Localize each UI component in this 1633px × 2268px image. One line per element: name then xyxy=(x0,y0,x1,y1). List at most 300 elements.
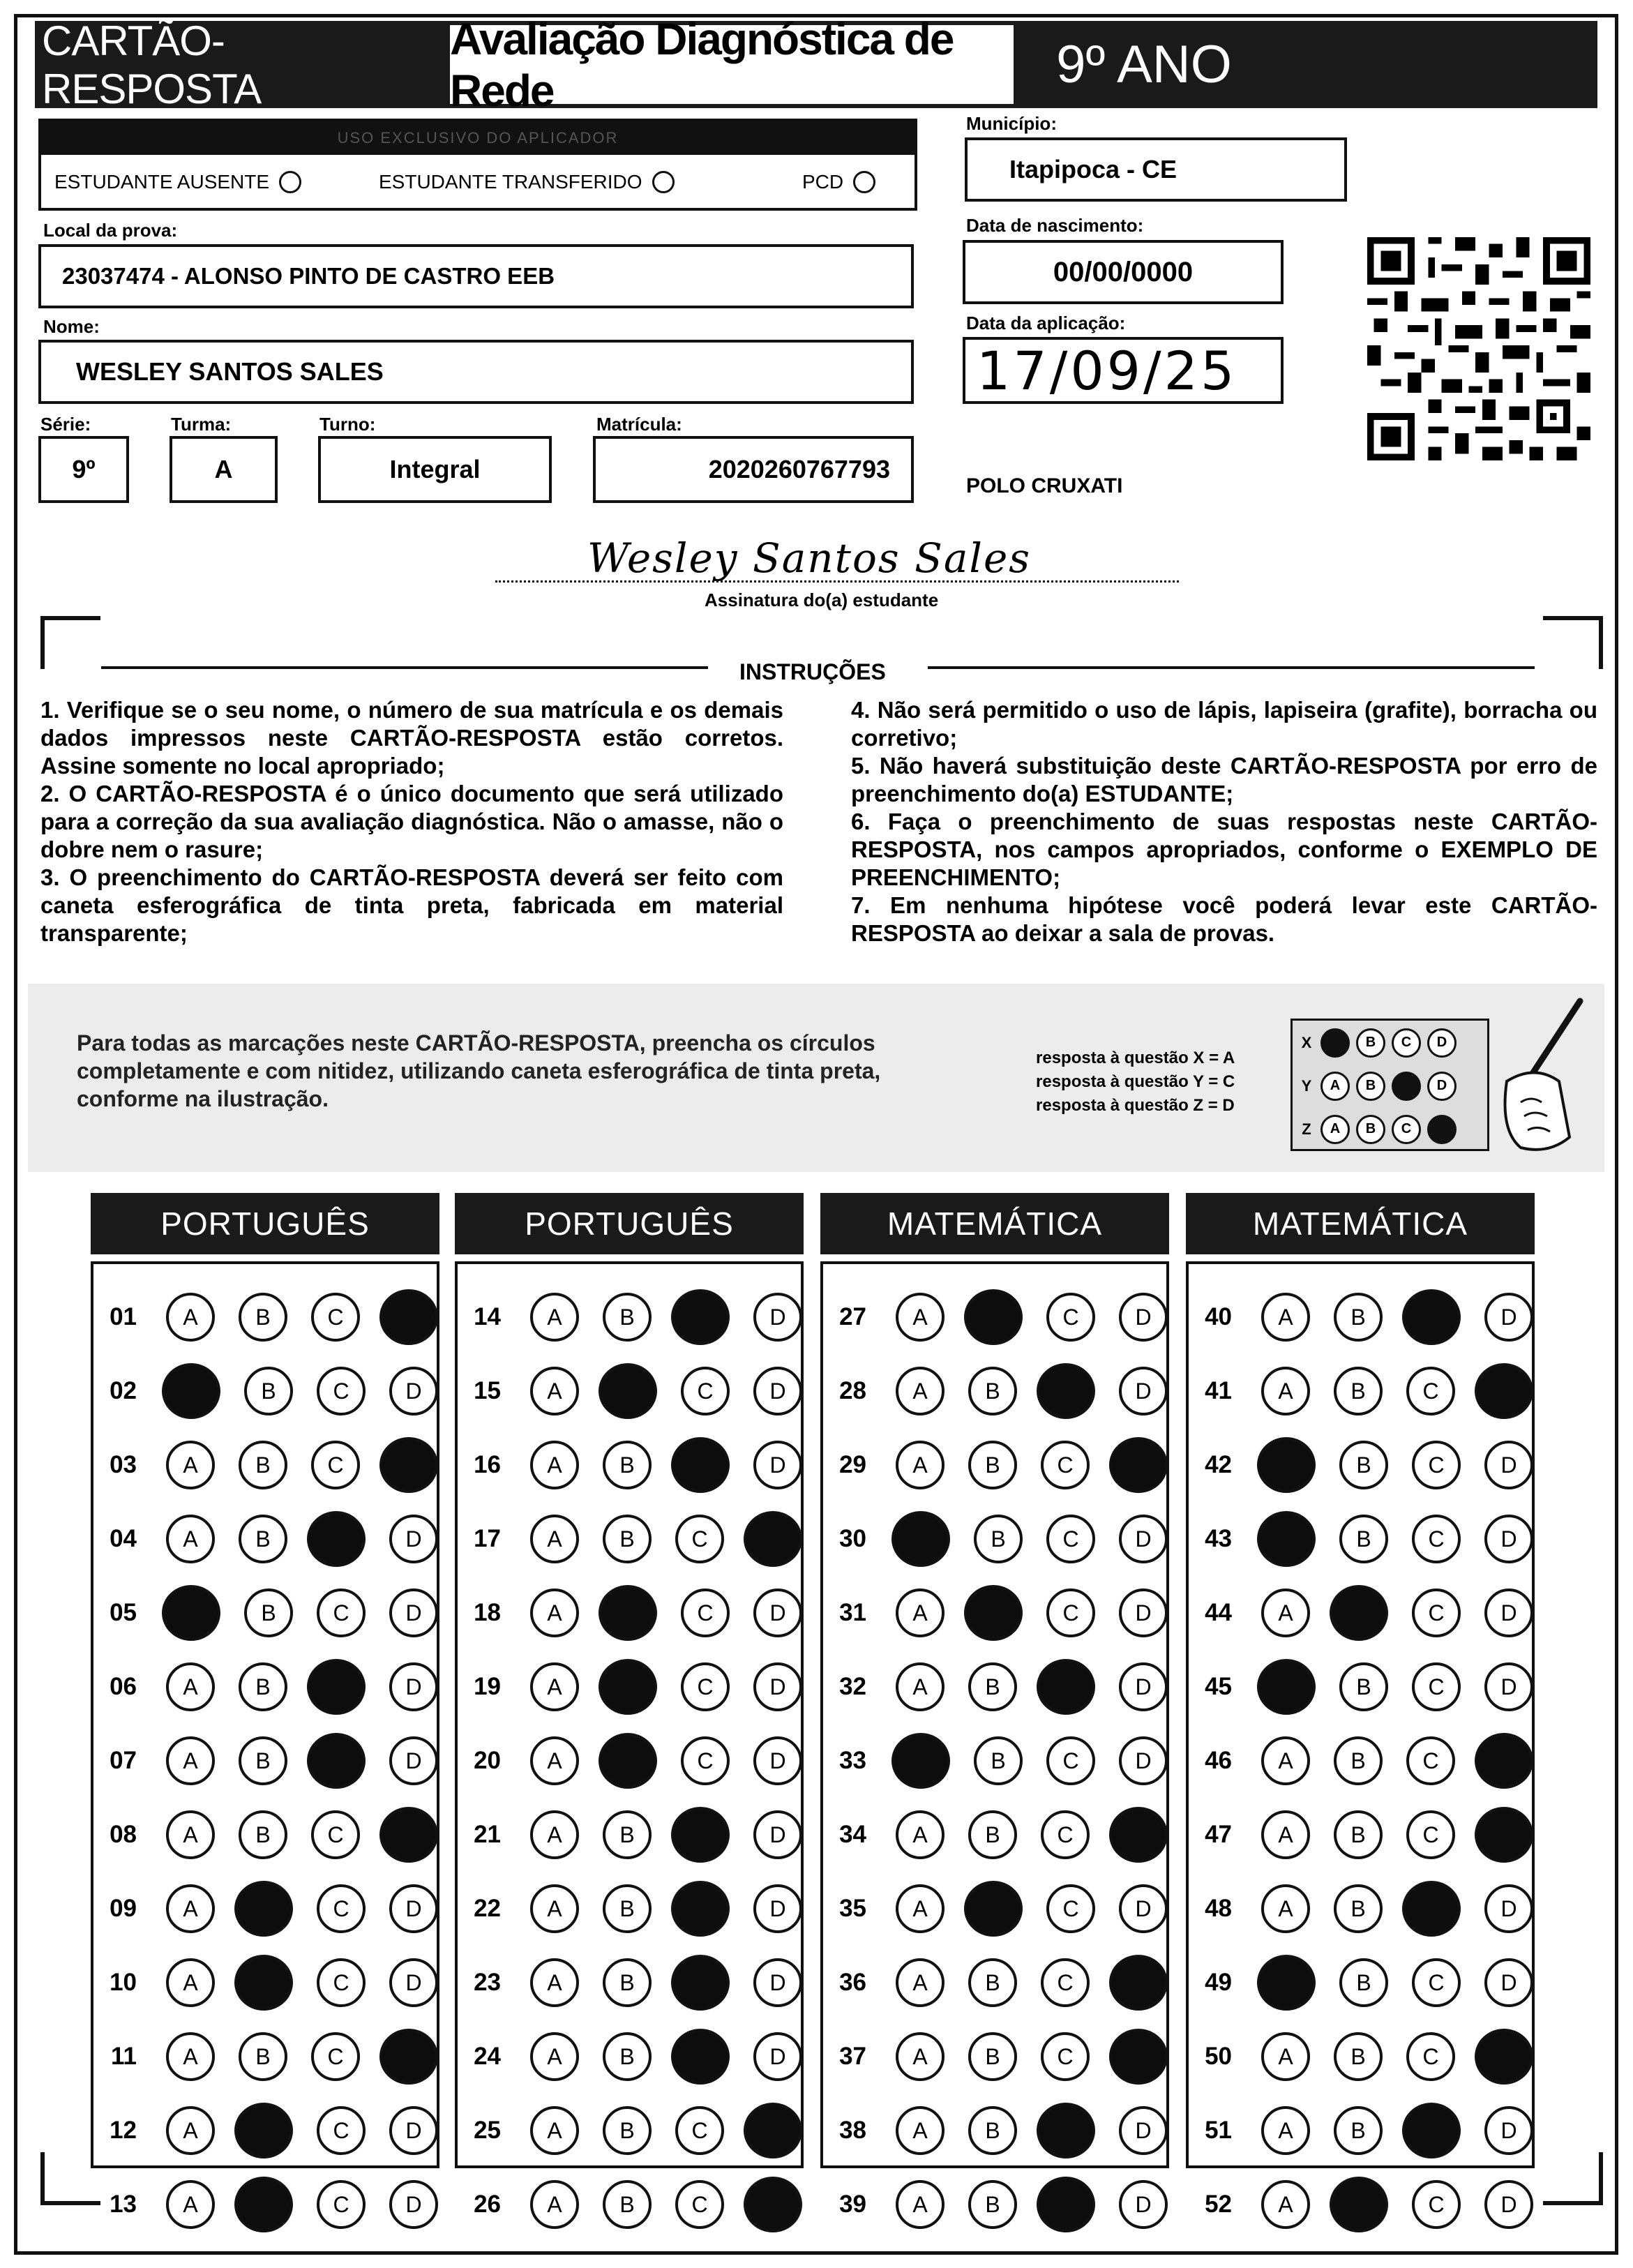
question-number: 23 xyxy=(474,1969,501,1996)
answer-bubble-b[interactable] xyxy=(599,1585,657,1641)
answer-bubble-b[interactable] xyxy=(964,1289,1023,1345)
instruction-6: 6. Faça o preenchimento de suas respostas neste CARTÃO-RESPOSTA, nos campos apropriados, conforme o EXEMPLO DE PREENCHIMENTO; xyxy=(851,809,1597,890)
question-row xyxy=(93,1285,438,1349)
answer-bubble-b[interactable] xyxy=(599,1733,657,1789)
question-number: 24 xyxy=(474,2043,501,2070)
question-number: 14 xyxy=(474,1303,501,1330)
answer-bubble-b[interactable] xyxy=(234,1955,293,2011)
answer-bubble-c[interactable] xyxy=(1402,1881,1461,1937)
answer-bubble-a[interactable]: A xyxy=(166,1736,215,1785)
instruction-4: 4. Não será permitido o uso de lápis, lapiseira (grafite), borracha ou corretivo; xyxy=(851,697,1597,751)
answer-bubble-d[interactable]: D xyxy=(753,1293,802,1342)
answer-bubble-d[interactable]: D xyxy=(753,1662,802,1711)
nome-label: Nome: xyxy=(43,316,100,337)
answer-bubble-b[interactable]: B xyxy=(968,1810,1017,1859)
answer-bubble-c[interactable]: C xyxy=(317,1958,366,2007)
question-row xyxy=(458,1581,802,1645)
question-number: 22 xyxy=(474,1895,501,1922)
answer-bubble-d[interactable]: D xyxy=(389,2180,438,2229)
answer-bubble-d[interactable]: D xyxy=(753,1589,802,1637)
transferred-option[interactable] xyxy=(379,171,675,193)
question-row xyxy=(823,1359,1168,1423)
answer-bubble-d[interactable]: D xyxy=(389,1736,438,1785)
answer-bubble-d[interactable]: D xyxy=(389,1515,438,1563)
example-bubble: C xyxy=(1392,1028,1421,1058)
answer-bubble-a[interactable]: A xyxy=(166,1293,215,1342)
answer-bubble-a[interactable]: A xyxy=(530,1293,579,1342)
question-row xyxy=(458,1877,802,1941)
answer-bubble-a[interactable]: A xyxy=(896,1810,945,1859)
instructions-rule-right xyxy=(928,666,1535,669)
answer-bubble-c[interactable] xyxy=(1037,1363,1095,1419)
answer-bubble-a[interactable]: A xyxy=(1261,2106,1310,2155)
answer-bubble-c[interactable]: C xyxy=(311,1293,360,1342)
answer-bubble-a[interactable]: A xyxy=(530,1810,579,1859)
answer-bubble-b[interactable] xyxy=(234,2177,293,2232)
question-number: 03 xyxy=(110,1451,137,1478)
answer-bubble-b[interactable]: B xyxy=(974,1515,1023,1563)
answer-bubble-c[interactable]: C xyxy=(311,1810,360,1859)
answer-bubble-a[interactable]: A xyxy=(530,1736,579,1785)
answer-bubble-d[interactable]: D xyxy=(1484,2106,1533,2155)
answer-bubble-c[interactable]: C xyxy=(675,2180,724,2229)
answer-bubble-c[interactable]: C xyxy=(1412,1662,1461,1711)
answer-bubble-c[interactable] xyxy=(671,2029,730,2085)
answer-bubble-b[interactable]: B xyxy=(603,1293,652,1342)
answer-bubble-d[interactable]: D xyxy=(1484,1293,1533,1342)
answer-bubble-d[interactable] xyxy=(1109,1807,1168,1863)
answer-bubble-a[interactable]: A xyxy=(896,1662,945,1711)
answer-bubble-c[interactable]: C xyxy=(1041,1958,1090,2007)
answer-bubble-b[interactable]: B xyxy=(603,2032,652,2081)
answer-bubble-c[interactable] xyxy=(671,1437,730,1493)
answer-bubble-b[interactable]: B xyxy=(239,1662,287,1711)
matricula-field: 2020260767793 xyxy=(593,436,914,503)
pen-hand-icon xyxy=(1493,998,1583,1158)
example-bubble: B xyxy=(1356,1115,1385,1144)
pcd-bubble[interactable] xyxy=(853,171,875,193)
answer-bubble-d[interactable]: D xyxy=(1484,1441,1533,1489)
question-row xyxy=(458,1507,802,1571)
answer-bubble-a[interactable]: A xyxy=(1261,1736,1310,1785)
answer-bubble-c[interactable] xyxy=(671,1881,730,1937)
answer-bubble-b[interactable]: B xyxy=(239,1293,287,1342)
answer-bubble-d[interactable]: D xyxy=(1119,1515,1168,1563)
answer-bubble-b[interactable]: B xyxy=(603,1884,652,1933)
answer-bubble-d[interactable]: D xyxy=(1119,1293,1168,1342)
question-number: 51 xyxy=(1205,2117,1232,2144)
answer-bubble-b[interactable]: B xyxy=(968,2032,1017,2081)
section-header: PORTUGUÊS xyxy=(455,1193,804,1254)
answer-bubble-b[interactable]: B xyxy=(1339,1441,1388,1489)
answer-bubble-d[interactable]: D xyxy=(1484,1662,1533,1711)
question-number: 52 xyxy=(1205,2191,1232,2218)
answer-bubble-a[interactable]: A xyxy=(530,1441,579,1489)
question-number: 47 xyxy=(1205,1821,1232,1848)
answer-bubble-d[interactable]: D xyxy=(1119,2180,1168,2229)
answer-bubble-c[interactable]: C xyxy=(1041,2032,1090,2081)
question-row xyxy=(458,2025,802,2089)
answer-bubble-c[interactable]: C xyxy=(681,1662,730,1711)
answer-bubble-a[interactable]: A xyxy=(896,1441,945,1489)
example-answers xyxy=(1036,1046,1235,1118)
answer-bubble-d[interactable] xyxy=(379,2029,438,2085)
answer-bubble-b[interactable]: B xyxy=(1334,1736,1383,1785)
corner-top-right xyxy=(1543,616,1603,669)
question-row xyxy=(1189,1433,1533,1497)
answer-bubble-a[interactable]: A xyxy=(166,1958,215,2007)
answer-bubble-d[interactable]: D xyxy=(753,1884,802,1933)
answer-bubble-c[interactable]: C xyxy=(1046,1293,1095,1342)
answer-bubble-a[interactable]: A xyxy=(1261,1367,1310,1415)
answer-bubble-a[interactable]: A xyxy=(530,1662,579,1711)
answer-bubble-c[interactable]: C xyxy=(1046,1589,1095,1637)
answer-bubble-c[interactable] xyxy=(1037,2103,1095,2158)
answer-bubble-d[interactable] xyxy=(1475,1733,1533,1789)
answer-bubble-c[interactable]: C xyxy=(1412,1958,1461,2007)
answer-bubble-a[interactable]: A xyxy=(1261,1884,1310,1933)
answer-bubble-b[interactable]: B xyxy=(603,1810,652,1859)
instructions-left xyxy=(40,696,783,947)
signature-label: Assinatura do(a) estudante xyxy=(705,589,939,610)
answer-bubble-b[interactable] xyxy=(234,2103,293,2158)
answer-bubble-a[interactable] xyxy=(891,1733,950,1789)
answer-bubble-d[interactable] xyxy=(744,2103,802,2158)
answer-bubble-c[interactable]: C xyxy=(1041,1810,1090,1859)
question-row xyxy=(1189,1729,1533,1793)
question-number: 36 xyxy=(839,1969,866,1996)
answer-bubble-d[interactable] xyxy=(379,1289,438,1345)
answer-bubble-b[interactable]: B xyxy=(239,1810,287,1859)
example-bubble xyxy=(1320,1028,1350,1058)
question-row xyxy=(823,2025,1168,2089)
question-number: 46 xyxy=(1205,1747,1232,1774)
turma-field: A xyxy=(170,436,278,503)
answer-bubble-c[interactable]: C xyxy=(317,1367,366,1415)
question-row xyxy=(93,1507,438,1571)
answer-bubble-a[interactable]: A xyxy=(1261,1293,1310,1342)
answer-bubble-a[interactable]: A xyxy=(896,1884,945,1933)
question-row xyxy=(458,1359,802,1423)
answer-bubble-c[interactable] xyxy=(307,1659,366,1715)
answer-bubble-d[interactable]: D xyxy=(1119,2106,1168,2155)
answer-bubble-c[interactable]: C xyxy=(317,2180,366,2229)
answer-bubble-d[interactable]: D xyxy=(1119,1662,1168,1711)
answer-bubble-a[interactable]: A xyxy=(530,1958,579,2007)
answer-bubble-a[interactable]: A xyxy=(166,2106,215,2155)
answer-bubble-a[interactable]: A xyxy=(166,1810,215,1859)
answer-bubble-a[interactable] xyxy=(162,1363,220,1419)
answer-bubble-d[interactable]: D xyxy=(389,1589,438,1637)
answer-bubble-a[interactable]: A xyxy=(1261,2180,1310,2229)
answer-bubble-b[interactable]: B xyxy=(244,1367,293,1415)
answer-bubble-d[interactable] xyxy=(744,1511,802,1567)
answer-bubble-a[interactable]: A xyxy=(896,1293,945,1342)
answer-bubble-c[interactable] xyxy=(1402,1289,1461,1345)
question-row xyxy=(823,1581,1168,1645)
grade-title: 9º ANO xyxy=(1056,35,1232,94)
answer-bubble-d[interactable] xyxy=(1109,2029,1168,2085)
answer-bubble-d[interactable]: D xyxy=(1484,1884,1533,1933)
answer-bubble-c[interactable]: C xyxy=(1412,1589,1461,1637)
question-number: 04 xyxy=(110,1525,137,1552)
answer-bubble-d[interactable]: D xyxy=(753,1736,802,1785)
aplicacao-field: 17/09/25 xyxy=(963,337,1284,404)
qr-code-icon xyxy=(1367,237,1590,460)
answer-bubble-c[interactable]: C xyxy=(1406,1810,1455,1859)
example-grid xyxy=(1290,1019,1489,1151)
answer-bubble-b[interactable]: B xyxy=(974,1736,1023,1785)
answer-bubble-b[interactable] xyxy=(234,1881,293,1937)
question-row xyxy=(1189,1655,1533,1719)
question-row xyxy=(1189,1359,1533,1423)
answer-bubble-c[interactable] xyxy=(671,1289,730,1345)
answer-bubble-d[interactable] xyxy=(379,1807,438,1863)
polo-label: POLO CRUXATI xyxy=(966,474,1123,497)
answer-bubble-b[interactable] xyxy=(1330,1585,1388,1641)
question-number: 37 xyxy=(839,2043,866,2070)
question-row xyxy=(1189,2025,1533,2089)
answer-bubble-c[interactable] xyxy=(1037,2177,1095,2232)
answer-bubble-c[interactable]: C xyxy=(311,1441,360,1489)
answer-bubble-c[interactable]: C xyxy=(1412,1515,1461,1563)
answer-bubble-b[interactable]: B xyxy=(603,1515,652,1563)
answer-bubble-c[interactable]: C xyxy=(1046,1515,1095,1563)
answer-bubble-a[interactable]: A xyxy=(896,1958,945,2007)
answer-bubble-a[interactable]: A xyxy=(896,2032,945,2081)
transferred-bubble[interactable] xyxy=(652,171,675,193)
answer-bubble-a[interactable] xyxy=(1257,1659,1316,1715)
answer-bubble-a[interactable]: A xyxy=(1261,1810,1310,1859)
answer-bubble-b[interactable]: B xyxy=(968,1958,1017,2007)
answer-bubble-b[interactable] xyxy=(1330,2177,1388,2232)
answer-bubble-b[interactable]: B xyxy=(239,1515,287,1563)
answer-bubble-a[interactable]: A xyxy=(896,1367,945,1415)
question-number: 06 xyxy=(110,1673,137,1700)
question-number: 19 xyxy=(474,1673,501,1700)
answer-bubble-c[interactable] xyxy=(671,1807,730,1863)
question-number: 13 xyxy=(110,2191,137,2218)
answer-bubble-d[interactable]: D xyxy=(389,1367,438,1415)
answer-bubble-d[interactable]: D xyxy=(1484,1958,1533,2007)
pcd-label: PCD xyxy=(802,171,844,193)
municipio-field: Itapipoca - CE xyxy=(965,137,1347,202)
answer-bubble-d[interactable]: D xyxy=(389,1884,438,1933)
answer-bubble-c[interactable]: C xyxy=(317,1589,366,1637)
answer-bubble-c[interactable]: C xyxy=(317,1884,366,1933)
answer-bubble-c[interactable]: C xyxy=(681,1736,730,1785)
question-row xyxy=(823,2172,1168,2237)
answer-bubble-b[interactable]: B xyxy=(239,1441,287,1489)
answer-bubble-b[interactable]: B xyxy=(239,1736,287,1785)
answer-bubble-c[interactable]: C xyxy=(1046,1736,1095,1785)
answer-bubble-a[interactable]: A xyxy=(1261,1589,1310,1637)
local-field: 23037474 - ALONSO PINTO DE CASTRO EEB xyxy=(38,244,914,308)
answer-bubble-a[interactable]: A xyxy=(530,2180,579,2229)
answer-bubble-b[interactable] xyxy=(964,1585,1023,1641)
answer-bubble-b[interactable]: B xyxy=(1339,1958,1388,2007)
answer-bubble-a[interactable]: A xyxy=(530,2032,579,2081)
answer-bubble-c[interactable]: C xyxy=(1041,1441,1090,1489)
transferred-label: ESTUDANTE TRANSFERIDO xyxy=(379,171,642,193)
answer-bubble-d[interactable] xyxy=(744,2177,802,2232)
answer-bubble-d[interactable]: D xyxy=(753,1810,802,1859)
answer-bubble-b[interactable]: B xyxy=(968,1367,1017,1415)
answer-bubble-b[interactable]: B xyxy=(603,2106,652,2155)
question-row xyxy=(1189,1951,1533,2015)
answer-bubble-d[interactable] xyxy=(1109,1955,1168,2011)
turma-label: Turma: xyxy=(171,414,232,435)
answer-bubble-a[interactable]: A xyxy=(530,2106,579,2155)
answer-bubble-c[interactable]: C xyxy=(1046,1884,1095,1933)
answer-bubble-b[interactable]: B xyxy=(239,2032,287,2081)
answer-bubble-c[interactable]: C xyxy=(675,1515,724,1563)
answer-bubble-d[interactable]: D xyxy=(389,1662,438,1711)
answer-bubble-d[interactable]: D xyxy=(753,2032,802,2081)
answer-bubble-c[interactable]: C xyxy=(317,2106,366,2155)
question-number: 48 xyxy=(1205,1895,1232,1922)
card-title: CARTÃO-RESPOSTA xyxy=(42,17,262,112)
section-box xyxy=(91,1261,439,2218)
answer-bubble-b[interactable] xyxy=(964,1881,1023,1937)
answer-bubble-a[interactable] xyxy=(1257,1511,1316,1567)
answer-bubble-b[interactable]: B xyxy=(1339,1662,1388,1711)
section-header: MATEMÁTICA xyxy=(820,1193,1169,1254)
answer-bubble-d[interactable] xyxy=(1475,1363,1533,1419)
example-row xyxy=(1293,1107,1487,1151)
answer-bubble-c[interactable]: C xyxy=(1412,2180,1461,2229)
answer-bubble-c[interactable]: C xyxy=(1406,1367,1455,1415)
question-number: 11 xyxy=(111,2043,137,2070)
answer-bubble-d[interactable]: D xyxy=(1484,2180,1533,2229)
answer-bubble-c[interactable] xyxy=(307,1733,366,1789)
answer-bubble-c[interactable] xyxy=(671,1955,730,2011)
question-number: 09 xyxy=(110,1895,137,1922)
answer-bubble-a[interactable]: A xyxy=(166,1662,215,1711)
answer-bubble-b[interactable]: B xyxy=(1334,1884,1383,1933)
answer-bubble-b[interactable]: B xyxy=(244,1589,293,1637)
answer-bubble-c[interactable] xyxy=(1402,2103,1461,2158)
question-number: 42 xyxy=(1205,1451,1232,1478)
answer-bubble-b[interactable]: B xyxy=(968,1662,1017,1711)
answer-bubble-c[interactable]: C xyxy=(311,2032,360,2081)
answer-bubble-c[interactable]: C xyxy=(681,1589,730,1637)
answer-bubble-a[interactable] xyxy=(162,1585,220,1641)
answer-bubble-a[interactable]: A xyxy=(530,1367,579,1415)
answer-bubble-d[interactable]: D xyxy=(1484,1515,1533,1563)
answer-bubble-b[interactable]: B xyxy=(968,1441,1017,1489)
answer-bubble-a[interactable] xyxy=(1257,1437,1316,1493)
answer-bubble-c[interactable]: C xyxy=(1412,1441,1461,1489)
answer-bubble-d[interactable]: D xyxy=(1119,1884,1168,1933)
answer-bubble-b[interactable]: B xyxy=(603,1958,652,2007)
answer-bubble-b[interactable]: B xyxy=(603,2180,652,2229)
answer-bubble-d[interactable] xyxy=(1109,1437,1168,1493)
example-bubble: C xyxy=(1392,1115,1421,1144)
absent-bubble[interactable] xyxy=(279,171,301,193)
answer-bubble-c[interactable]: C xyxy=(675,2106,724,2155)
answer-bubble-a[interactable]: A xyxy=(896,1589,945,1637)
question-row xyxy=(823,1951,1168,2015)
answer-bubble-c[interactable]: C xyxy=(1406,1736,1455,1785)
question-number: 30 xyxy=(839,1525,866,1552)
answer-bubble-d[interactable]: D xyxy=(1484,1589,1533,1637)
question-row xyxy=(458,1655,802,1719)
example-bubble: D xyxy=(1427,1028,1457,1058)
question-row xyxy=(823,2098,1168,2163)
instruction-2: 2. O CARTÃO-RESPOSTA é o único documento que será utilizado para a correção da sua avaliação diagnóstica. Não o amasse, não o dobre nem o rasure; xyxy=(40,781,783,862)
answer-bubble-a[interactable]: A xyxy=(530,1589,579,1637)
answer-bubble-d[interactable] xyxy=(1475,1807,1533,1863)
answer-bubble-b[interactable] xyxy=(599,1363,657,1419)
exam-title: Avaliação Diagnóstica de Rede xyxy=(450,25,1014,104)
answer-bubble-d[interactable]: D xyxy=(753,1441,802,1489)
answer-bubble-d[interactable]: D xyxy=(753,1367,802,1415)
question-row xyxy=(93,2172,438,2237)
answer-bubble-b[interactable]: B xyxy=(968,2106,1017,2155)
answer-bubble-a[interactable]: A xyxy=(1261,2032,1310,2081)
answer-bubble-a[interactable] xyxy=(891,1511,950,1567)
answer-bubble-a[interactable]: A xyxy=(166,2032,215,2081)
answer-bubble-b[interactable]: B xyxy=(1334,1293,1383,1342)
answer-bubble-d[interactable]: D xyxy=(389,1958,438,2007)
answer-bubble-d[interactable] xyxy=(379,1437,438,1493)
answer-bubble-b[interactable] xyxy=(599,1659,657,1715)
answer-bubble-d[interactable]: D xyxy=(1119,1367,1168,1415)
answer-bubble-a[interactable]: A xyxy=(530,1884,579,1933)
answer-bubble-b[interactable]: B xyxy=(603,1441,652,1489)
answer-bubble-d[interactable]: D xyxy=(1119,1589,1168,1637)
answer-bubble-c[interactable] xyxy=(307,1511,366,1567)
answer-bubble-a[interactable]: A xyxy=(166,1884,215,1933)
question-row xyxy=(823,1803,1168,1867)
absent-option[interactable] xyxy=(54,171,301,193)
answer-bubble-a[interactable]: A xyxy=(530,1515,579,1563)
answer-bubble-b[interactable]: B xyxy=(1339,1515,1388,1563)
answer-bubble-b[interactable]: B xyxy=(968,2180,1017,2229)
section-box xyxy=(820,1261,1169,2218)
answer-bubble-a[interactable] xyxy=(1257,1955,1316,2011)
answer-bubble-b[interactable]: B xyxy=(1334,2106,1383,2155)
answer-bubble-d[interactable]: D xyxy=(1119,1736,1168,1785)
answer-bubble-a[interactable]: A xyxy=(166,1515,215,1563)
question-number: 27 xyxy=(839,1303,866,1330)
question-number: 32 xyxy=(839,1673,866,1700)
answer-bubble-c[interactable] xyxy=(1037,1659,1095,1715)
pcd-option[interactable] xyxy=(802,171,875,193)
answer-bubble-a[interactable]: A xyxy=(166,1441,215,1489)
section-box xyxy=(1186,1261,1535,2218)
answer-bubble-b[interactable]: B xyxy=(1334,2032,1383,2081)
nome-field: WESLEY SANTOS SALES xyxy=(38,340,914,404)
example-row-key: X xyxy=(1301,1033,1312,1051)
question-row xyxy=(1189,1803,1533,1867)
answer-bubble-a[interactable]: A xyxy=(896,2106,945,2155)
answer-bubble-a[interactable]: A xyxy=(896,2180,945,2229)
answer-bubble-c[interactable]: C xyxy=(1406,2032,1455,2081)
answer-bubble-a[interactable]: A xyxy=(166,2180,215,2229)
applicator-bar: USO EXCLUSIVO DO APLICADOR xyxy=(41,121,915,155)
answer-bubble-b[interactable]: B xyxy=(1334,1810,1383,1859)
instructions-right xyxy=(851,696,1597,947)
answer-bubble-d[interactable]: D xyxy=(753,1958,802,2007)
answer-bubble-d[interactable]: D xyxy=(389,2106,438,2155)
answer-bubble-b[interactable]: B xyxy=(1334,1367,1383,1415)
instruction-3: 3. O preenchimento do CARTÃO-RESPOSTA deverá ser feito com caneta esferográfica de tinta preta, fabricada em material transparente; xyxy=(40,864,783,946)
example-bubble: B xyxy=(1356,1072,1385,1101)
answer-bubble-c[interactable]: C xyxy=(681,1367,730,1415)
answer-bubble-d[interactable] xyxy=(1475,2029,1533,2085)
